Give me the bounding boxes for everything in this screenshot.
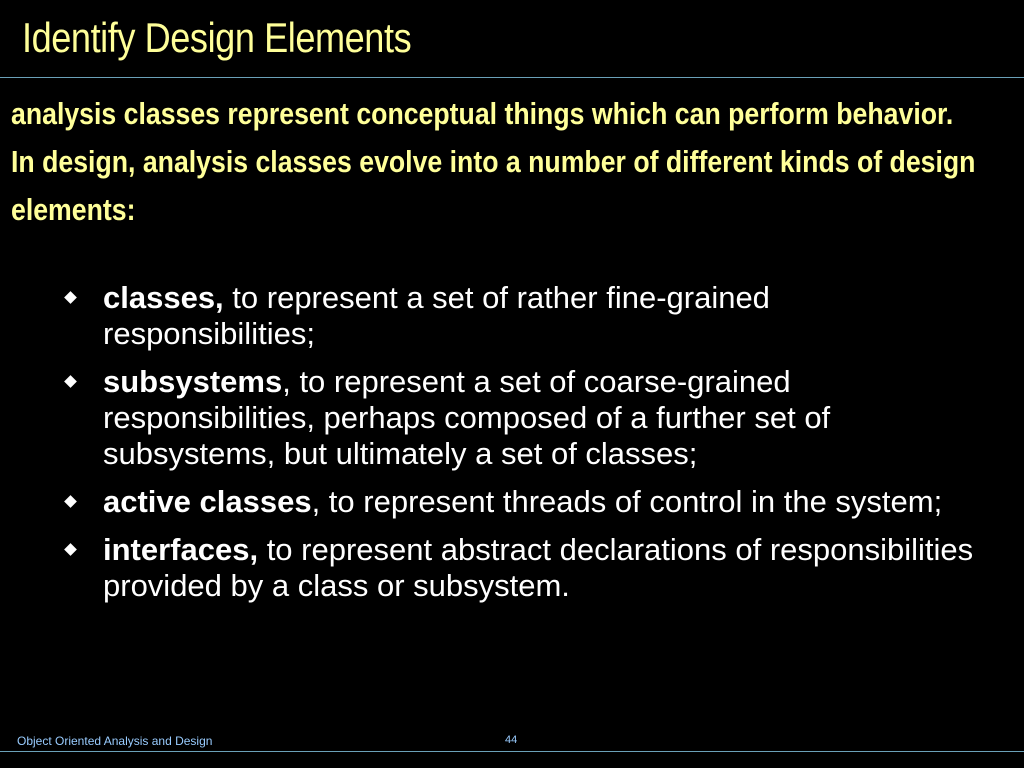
footer-course-name: Object Oriented Analysis and Design xyxy=(17,734,213,748)
list-item-subsystems xyxy=(66,364,986,472)
list-item-active-classes xyxy=(66,484,986,520)
list-item-term: classes, xyxy=(103,280,224,315)
list-item-text: to represent a set of rather fine-grained responsibilities; xyxy=(103,280,770,351)
page-number: 44 xyxy=(505,734,518,746)
list-item-classes xyxy=(66,280,986,352)
title-divider xyxy=(0,77,1024,78)
diamond-bullet-icon xyxy=(64,375,77,388)
slide-footer xyxy=(0,727,1024,752)
list-item-interfaces xyxy=(66,532,986,604)
diamond-bullet-icon xyxy=(64,291,77,304)
diamond-bullet-icon xyxy=(64,543,77,556)
design-elements-list xyxy=(66,280,986,616)
list-item-text: , to represent a set of coarse-grained responsibilities, perhaps composed of a further set of subsystems, but ultimately a set of classes; xyxy=(103,364,831,471)
intro-text xyxy=(11,90,1017,234)
slide-title: Identify Design Elements xyxy=(22,14,412,61)
footer-divider xyxy=(0,751,1024,752)
intro-paragraph-1: analysis classes represent conceptual things which can perform behavior. xyxy=(11,96,954,131)
diamond-bullet-icon xyxy=(64,495,77,508)
list-item-term: subsystems xyxy=(103,364,283,399)
list-item-text: to represent abstract declarations of responsibilities provided by a class or subsystem. xyxy=(103,532,974,603)
intro-paragraph-2: In design, analysis classes evolve into a number of different kinds of design elements: xyxy=(11,144,976,227)
list-item-text: , to represent threads of control in the system; xyxy=(311,484,943,519)
list-item-term: active classes xyxy=(103,484,312,519)
list-item-term: interfaces, xyxy=(103,532,259,567)
